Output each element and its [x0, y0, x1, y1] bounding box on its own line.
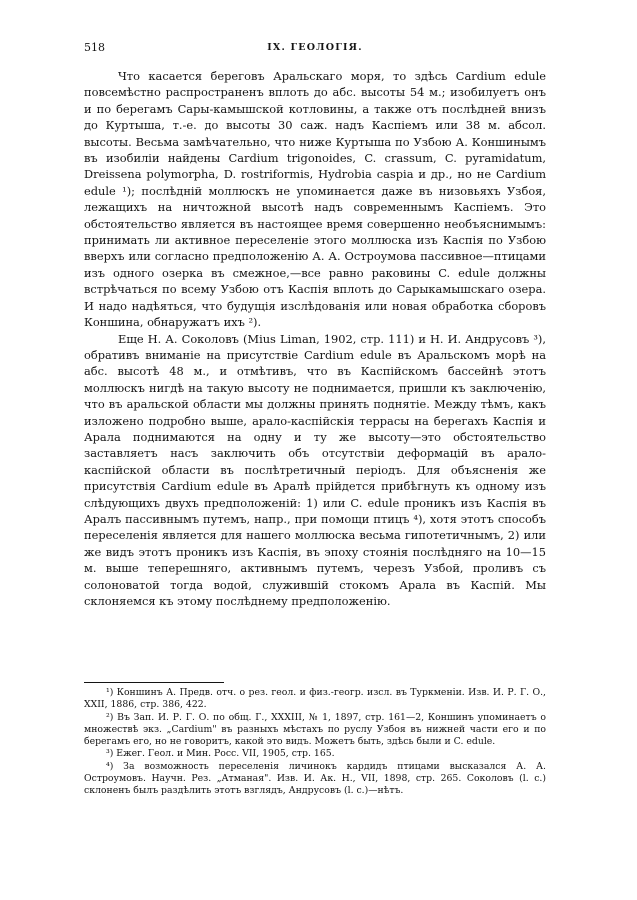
- footnote-3: ³) Ежег. Геол. и Мин. Росс. VII, 1905, стр. 165.: [106, 748, 335, 760]
- footnote-2: ²) Въ Зап. И. Р. Г. О. по общ. Г., XXXIII, № 1, 1897, стр. 161—2, Коншинъ упоминаетъ о множествѣ экз. „Cardium" въ разныхъ мѣстахъ по руслу Узбоя въ нижней части его и по берегамъ его, но не говоритъ, какой это видъ. Можетъ быть, здѣсь были и C. edule.: [84, 711, 546, 748]
- paragraph-caspian-aral-shores: Что касается береговъ Аральскаго моря, то здѣсь Cardium edule повсемѣстно распространенъ вплоть до абс. высоты 54 м.; изобилуетъ онъ и по берегамъ Сары-камышской котловины, а также отъ послѣдней внизъ до Куртыша, т.-е. до высоты 30 саж. надъ Каспіемъ или 38 м. абсол. высоты. Весьма замѣчательно, что ниже Куртыша по Узбою А. Коншинымъ въ изобиліи найдены Cardium trigonoides, C. crassum, C. pyramidatum, Dreissena polymorpha, D. rostriformis, Hydrobia caspia и др., но не Cardium edule ¹); послѣдній моллюскъ не упоминается даже въ низовьяхъ Узбоя, лежащихъ на ничтожной высотѣ надъ современнымъ Каспіемъ. Это обстоятельство является въ настоящее время совершенно необъяснимымъ: принимать ли активное переселеніе этого моллюска изъ Каспія по Узбою вверхъ или согласно предположенію А. А. Остроумова пассивное—птицами изъ одного озерка въ смежное,—все равно раковины C. edule должны встрѣчаться по всему Узбою отъ Каспія вплоть до Сарыкамышскаго озера. И надо надѣяться, что будущія изслѣдованія или новая обработка сборовъ Коншина, обнаружатъ ихъ ²).: [84, 69, 546, 330]
- footnote-4: ⁴) За возможность переселенія личинокъ кардидъ птицами высказался А. А. Остроумовъ. Научн. Рез. „Атманая". Изв. И. Ак. Н., VII, 1898, стр. 265. Соколовъ (l. c.) склоненъ былъ раздѣлить этотъ взглядъ, Андрусовъ (l. c.)—нѣтъ.: [84, 760, 546, 797]
- page-number: 518: [84, 41, 105, 54]
- section-title: IX. ГЕОЛОГІЯ.: [267, 42, 363, 53]
- running-head: [84, 40, 546, 56]
- paragraph-sokolov-andrusov: Еще Н. А. Соколовъ (Mius Liman, 1902, стр. 111) и Н. И. Андрусовъ ³), обративъ вниманіе на присутствіе Cardium edule въ Аральскомъ морѣ на абс. высотѣ 48 м., и отмѣтивъ, что въ Каспійскомъ бассейнѣ этотъ моллюскъ нигдѣ на такую высоту не поднимается, пришли къ заключенію, что въ аральской области мы должны принять поднятіе. Между тѣмъ, какъ изложено подробно выше, арало-каспійскія террасы на берегахъ Каспія и Арала поднимаются на одну и ту же высоту—это обстоятельство заставляетъ насъ заключить объ отсутствіи деформацій въ арало-каспійской области въ послѣтретичный періодъ. Для объясненія же присутствія Cardium edule въ Аралѣ прійдется прибѣгнуть къ одному изъ слѣдующихъ двухъ предположеній: 1) или C. edule проникъ изъ Каспія въ Аралъ пассивнымъ путемъ, напр., при помощи птицъ ⁴), хотя этотъ способъ переселенія является для нашего моллюска весьма гипотетичнымъ, 2) или же видъ этотъ проникъ изъ Каспія, въ эпоху стоянія послѣдняго на 10—15 м. выше теперешняго, активнымъ путемъ, черезъ Узбой, проливъ съ солоноватой тогда водой, служившій стокомъ Арала въ Каспій. Мы склоняемся къ этому послѣднему предположенію.: [84, 331, 546, 608]
- footnote-1: ¹) Коншинъ А. Предв. отч. о рез. геол. и физ.-геогр. изсл. въ Туркменіи. Изв. И. Р. Г. О., XXII, 1886, стр. 386, 422.: [84, 687, 546, 711]
- footnote-divider: [84, 682, 224, 683]
- body-text: [84, 68, 546, 609]
- footnotes: [84, 687, 546, 798]
